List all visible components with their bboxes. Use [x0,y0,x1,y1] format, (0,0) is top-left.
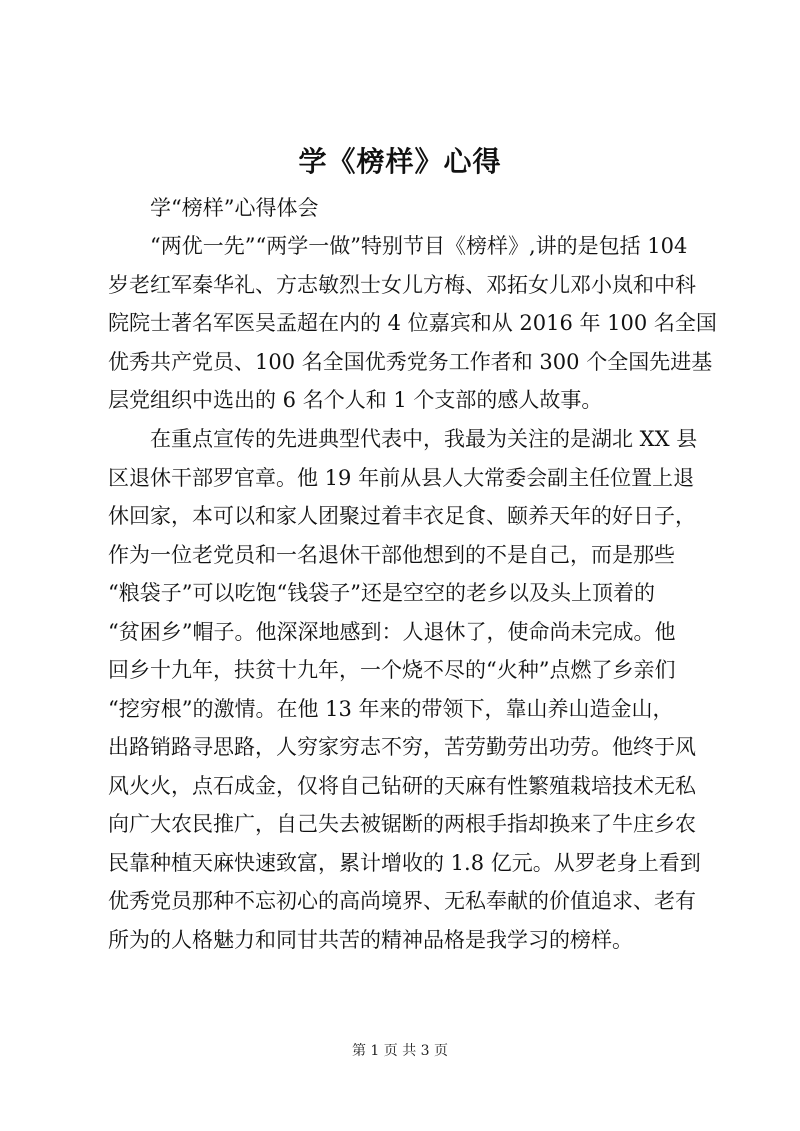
paragraph-line: 向广大农民推广，自己失去被锯断的两根手指却换来了牛庄乡农 [108,812,696,836]
paragraph-line: “贫困乡”帽子。他深深地感到：人退休了，使命尚未完成。他 [108,619,676,644]
paragraph-line: 岁老红军秦华礼、方志敏烈士女儿方梅、邓拓女儿邓小岚和中科 [108,272,696,297]
paragraph-line: 院院士著名军医吴孟超在内的 4 位嘉宾和从 2016 年 100 名全国 [108,311,717,335]
paragraph-line: 回乡十九年，扶贫十九年，一个烧不尽的“火种”点燃了乡亲们 [108,658,676,682]
paragraph-1 [108,227,717,420]
paragraph-line: 所为的人格魅力和同甘共苦的精神品格是我学习的榜样。 [108,927,633,952]
paragraph-line: 优秀党员那种不忘初心的高尚境界、无私奉献的价值追求、老有 [108,889,696,913]
paragraph-2 [108,420,701,959]
paragraph-line: “粮袋子”可以吃饱“钱袋子”还是空空的老乡以及头上顶着的 [108,581,655,605]
paragraph-line: “两优一先”“两学一做”特别节目《榜样》,讲的是包括 104 [150,234,688,258]
paragraph-line: 风火火，点石成金，仅将自己钻研的天麻有性繁殖栽培技术无私 [108,773,696,798]
page-title: 学《榜样》心得 [298,145,502,178]
paragraph-line: 出路销路寻思路，人穷家穷志不穷，苦劳勤劳出功劳。他终于风 [108,735,696,759]
paragraph-line: 在重点宣传的先进典型代表中，我最为关注的是湖北 XX 县 [150,427,698,451]
paragraph-line: 作为一位老党员和一名退休干部他想到的不是自己，而是那些 [108,542,675,567]
paragraph-line: 层党组织中选出的 6 名个人和 1 个支部的感人故事。 [108,388,603,412]
paragraph-line: 民靠种植天麻快速致富，累计增收的 1.8 亿元。从罗老身上看到 [108,850,701,875]
paragraph-line: 休回家，本可以和家人团聚过着丰衣足食、颐养天年的好日子， [108,504,696,528]
paragraph-line: 区退休干部罗官章。他 19 年前从县人大常委会副主任位置上退 [108,465,695,490]
page-footer: 第 1 页 共 3 页 [351,1043,449,1059]
paragraph-line: “挖穷根”的激情。在他 13 年来的带领下，靠山养山造金山， [108,696,674,721]
paragraph-line: 优秀共产党员、100 名全国优秀党务工作者和 300 个全国先进基 [108,349,713,374]
subtitle: 学“榜样”心得体会 [150,196,319,220]
